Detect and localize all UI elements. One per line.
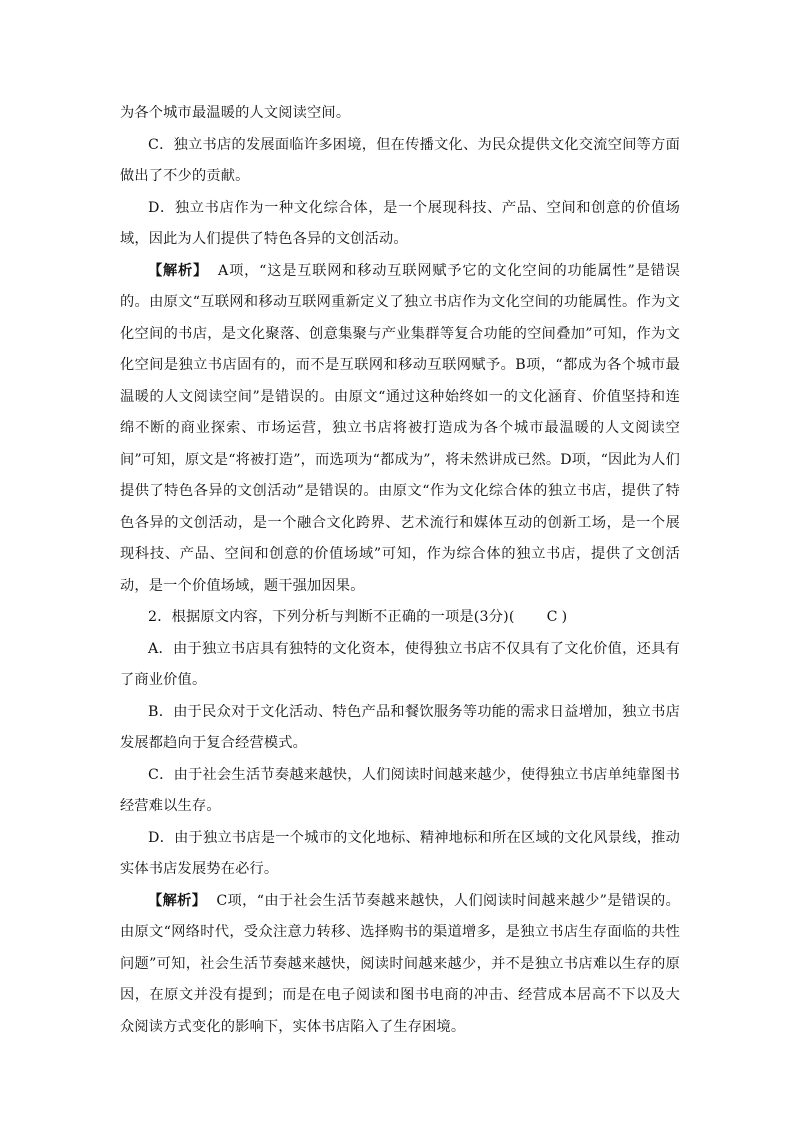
analysis-text: A项，“这是互联网和移动互联网赋予它的文化空间的功能属性”是错误的。由原文“互联网和移动互联网重新定义了独立书店作为文化空间的功能属性。作为文化空间的书店，是文化聚落、创意集聚与产业集群等复合功能的空间叠加”可知，作为文化空间是独立书店固有的，而不是互联网和移动互联网赋予。B项，“都成为各个城市最温暖的人文阅读空间”是错误的。由原文“通过这种始终如一的文化涵育、价值坚持和连绵不断的商业探索、市场运营，独立书店将被打造成为各个城市最温暖的人文阅读空间”可知，原文是“将被打造”，而选项为“都成为”，将未然讲成已然。D项，“因此为人们提供了特色各异的文创活动”是错误的。由原文“作为文化综合体的独立书店，提供了特色各异的文创活动，是一个融合文化跨界、艺术流行和媒体互动的创新工场，是一个展现科技、产品、空间和创意的价值场域”可知，作为综合体的独立书店，提供了文创活动，是一个价值场域，题干强加因果。 xyxy=(120,262,680,594)
analysis-text: C项，“由于社会生活节奏越来越快，人们阅读时间越来越少”是错误的。由原文“网络时代，受众注意力转移、选择购书的渠道增多，是独立书店生存面临的共性问题”可知，社会生活节奏越来越快，阅读时间越来越少，并不是独立书店难以生存的原因，在原文并没有提到；而是在电子阅读和图书电商的冲击、经营成本居高不下以及大众阅读方式变化的影响下，实体书店陷入了生存困境。 xyxy=(120,892,680,1035)
continuation-line: 为各个城市最温暖的人文阅读空间。 xyxy=(120,105,351,121)
answer-letter: C xyxy=(546,609,558,625)
analysis-tag: 【解析】 xyxy=(148,262,209,279)
option-d-text: D．独立书店作为一种文化综合体，是一个展现科技、产品、空间和创意的价值场域，因此为人们提供了特色各异的文创活动。 xyxy=(120,199,680,247)
question-2-option-d: D．由于独立书店是一个城市的文化地标、精神地标和所在区域的文化风景线，推动实体书店发展势在必行。 xyxy=(120,829,680,877)
analysis-paragraph-1 xyxy=(120,256,680,603)
question-2-option-c: C．由于社会生活节奏越来越快，人们阅读时间越来越少，使得独立书店单纯靠图书经营难以生存。 xyxy=(120,766,680,814)
question-2-option-a: A．由于独立书店具有独特的文化资本，使得独立书店不仅具有了文化价值，还具有了商业价值。 xyxy=(120,640,680,688)
analysis-paragraph-2 xyxy=(120,886,680,1044)
option-c-text: C．独立书店的发展面临许多困境，但在传播文化、为民众提供文化交流空间等方面做出了不少的贡献。 xyxy=(120,136,680,184)
analysis-tag: 【解析】 xyxy=(148,892,207,909)
question-stem-close: ) xyxy=(561,609,568,625)
question-2-option-b: B．由于民众对于文化活动、特色产品和餐饮服务等功能的需求日益增加，独立书店发展都趋向于复合经营模式。 xyxy=(120,703,680,751)
document-body xyxy=(120,98,680,1043)
question-stem-text: 2．根据原文内容，下列分析与判断不正确的一项是(3分)( xyxy=(148,609,515,625)
question-2-stem xyxy=(120,602,680,634)
